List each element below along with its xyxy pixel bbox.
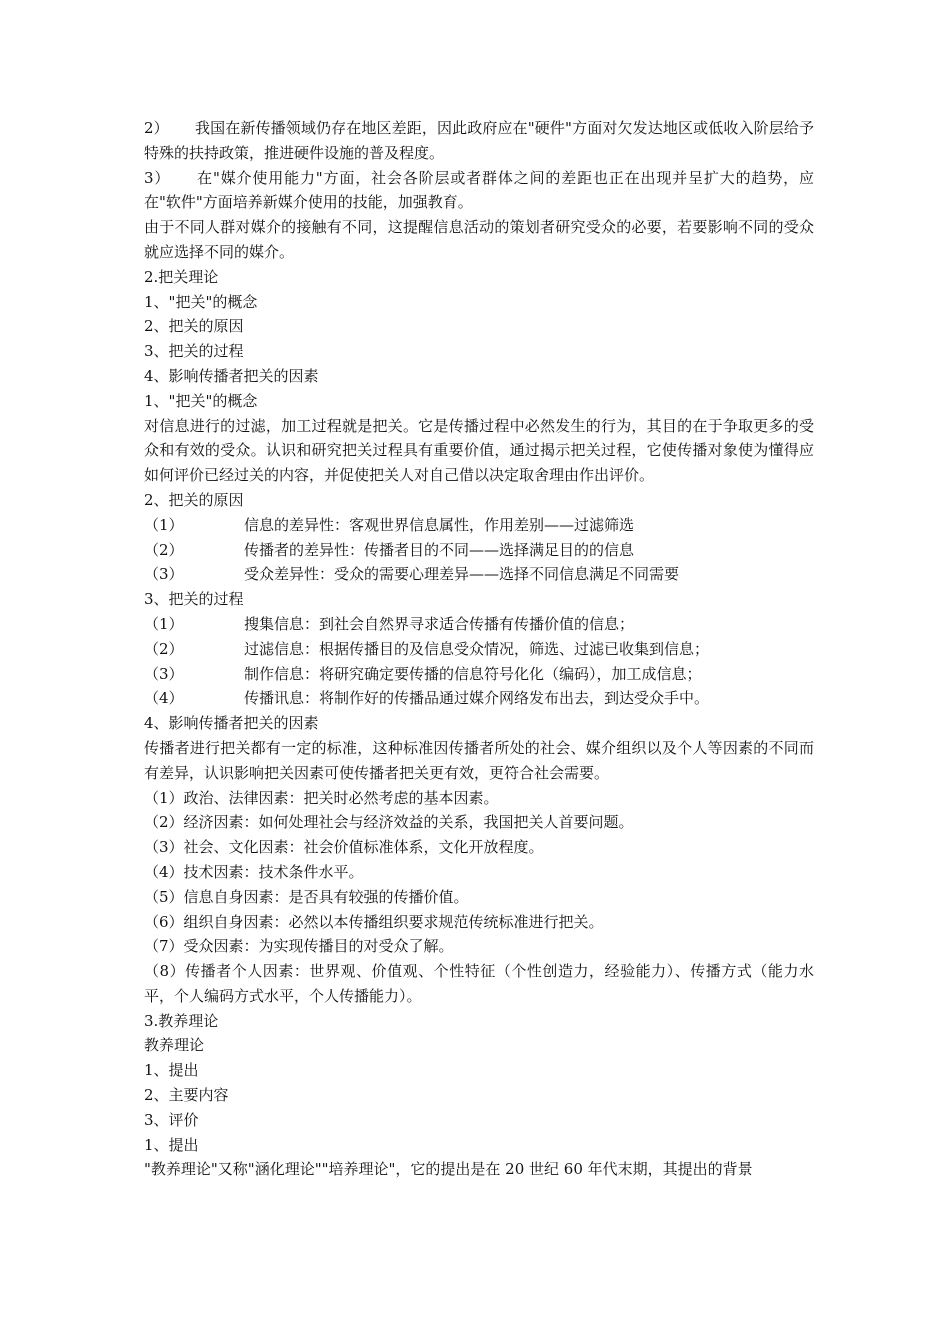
item-text: 在"媒介使用能力"方面，社会各阶层或者群体之间的差距也正在出现并呈扩大的趋势，应在"软件"方面培养新媒介使用的技能，加强教育。	[144, 168, 814, 212]
factor-item: （3）社会、文化因素：社会价值标准体系，文化开放程度。	[144, 838, 544, 857]
toc-item: 3、评价	[144, 1110, 199, 1129]
toc-item: 1、提出	[144, 1061, 199, 1080]
document-page	[144, 116, 814, 1182]
subsection-heading: 1、提出	[144, 1135, 199, 1154]
factor-item: （4）技术因素：技术条件水平。	[144, 862, 364, 881]
factor-item: （7）受众因素：为实现传播目的对受众了解。	[144, 937, 454, 956]
factor-item: （1）政治、法律因素：把关时必然考虑的基本因素。	[144, 788, 499, 807]
item-number: 2）	[144, 119, 169, 137]
subsection-heading: 3、把关的过程	[144, 590, 244, 609]
factor-item: （8）传播者个人因素：世界观、价值观、个性特征（个性创造力，经验能力）、传播方式（能力水平，个人编码方式水平，个人传播能力）。	[144, 962, 814, 1005]
item-text: 制作信息：将研究确定要传播的信息符号化化（编码），加工成信息；	[244, 664, 702, 683]
toc-item: 1、"把关"的概念	[144, 292, 258, 311]
list-item	[144, 686, 814, 711]
list-item	[144, 538, 814, 563]
subsection-heading: 4、影响传播者把关的因素	[144, 714, 319, 733]
paragraph-item-2	[144, 116, 814, 166]
item-text: 信息的差异性：客观世界信息属性，作用差别——过滤筛选	[244, 515, 635, 534]
toc-item: 2、把关的原因	[144, 317, 244, 336]
section-title: 2.把关理论	[144, 267, 219, 286]
item-number: （2）	[144, 540, 184, 559]
list-item	[144, 637, 814, 662]
item-number: 3）	[144, 168, 171, 187]
item-text: 传播者的差异性：传播者目的不同——选择满足目的的信息	[244, 540, 635, 559]
toc-item: 4、影响传播者把关的因素	[144, 366, 319, 385]
item-number: （3）	[144, 664, 184, 683]
paragraph-factors-intro: 传播者进行把关都有一定的标准，这种标准因传播者所处的社会、媒介组织以及个人等因素的不同而有差异，认识影响把关因素可使传播者把关更有效，更符合社会需要。	[144, 738, 814, 782]
factor-item: （5）信息自身因素：是否具有较强的传播价值。	[144, 887, 469, 906]
item-text: 传播讯息：将制作好的传播品通过媒介网络发布出去，到达受众手中。	[244, 689, 710, 708]
section-subtitle: 教养理论	[144, 1036, 205, 1055]
toc-item: 2、主要内容	[144, 1086, 229, 1105]
section-title: 3.教养理论	[144, 1011, 219, 1030]
item-number: （3）	[144, 565, 184, 584]
item-text: 受众差异性：受众的需要心理差异——选择不同信息满足不同需要	[244, 565, 680, 584]
factor-item: （6）组织自身因素：必然以本传播组织要求规范传统标准进行把关。	[144, 912, 604, 931]
subsection-heading: 2、把关的原因	[144, 490, 244, 509]
item-number: （2）	[144, 639, 184, 658]
list-item	[144, 513, 814, 538]
paragraph-summary: 由于不同人群对媒介的接触有不同，这提醒信息活动的策划者研究受众的必要，若要影响不同的受众就应选择不同的媒介。	[144, 218, 814, 261]
item-number: （4）	[144, 689, 184, 708]
factor-item: （2）经济因素：如何处理社会与经济效益的关系，我国把关人首要问题。	[144, 813, 634, 832]
item-number: （1）	[144, 515, 184, 534]
list-item	[144, 662, 814, 687]
list-item	[144, 562, 814, 587]
paragraph-proposal: "教养理论"又称"涵化理论""培养理论"，它的提出是在 20 世纪 60 年代末期，其提出的背景	[144, 1160, 753, 1179]
item-text: 搜集信息：到社会自然界寻求适合传播有传播价值的信息；	[244, 614, 635, 633]
item-text: 我国在新传播领域仍存在地区差距，因此政府应在"硬件"方面对欠发达地区或低收入阶层给予特殊的扶持政策，推进硬件设施的普及程度。	[144, 119, 814, 162]
subsection-heading: 1、"把关"的概念	[144, 391, 258, 410]
toc-item: 3、把关的过程	[144, 342, 244, 361]
paragraph-concept: 对信息进行的过滤，加工过程就是把关。它是传播过程中必然发生的行为，其目的在于争取更多的受众和有效的受众。认识和研究把关过程具有重要价值，通过揭示把关过程，它使传播对象使为懂得应如何评价已经过关的内容，并促使把关人对自己借以决定取舍理由作出评价。	[144, 416, 814, 485]
list-item	[144, 612, 814, 637]
item-number: （1）	[144, 614, 184, 633]
paragraph-item-3	[144, 166, 814, 216]
item-text: 过滤信息：根据传播目的及信息受众情况，筛选、过滤已收集到信息；	[244, 639, 710, 658]
